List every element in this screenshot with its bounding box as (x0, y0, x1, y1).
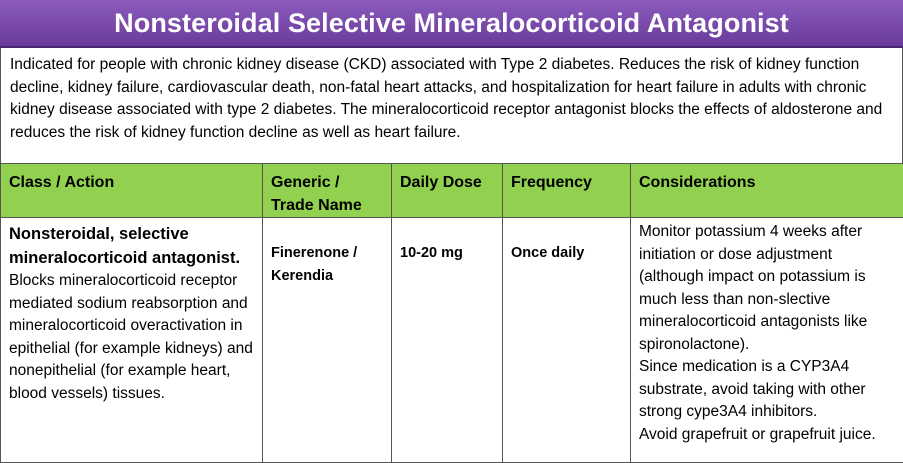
intro-paragraph: Indicated for people with chronic kidney disease (CKD) associated with Type 2 diabetes. Reduces the risk of kidney function decline, kidney failure, cardiovascular death, non-fatal heart attacks, and hospitalization for heart failure in adults with chronic kidney disease associated with type 2 diabetes. The mineralocorticoid receptor antagonist blocks the effects of aldosterone and reduces the risk of kidney function decline as well as heart failure. (0, 48, 903, 163)
cell-generic-trade: Finerenone / Kerendia (263, 218, 392, 463)
consideration-grapefruit: Avoid grapefruit or grapefruit juice. (639, 424, 895, 447)
table-header-row (1, 164, 903, 218)
cell-daily-dose: 10-20 mg (392, 218, 503, 463)
title-bar (0, 0, 903, 48)
page-title: Nonsteroidal Selective Mineralocorticoid Antagonist (114, 8, 789, 39)
class-action-text: Blocks mineralocorticoid receptor mediated sodium reabsorption and mineralocorticoid overactivation in epithelial (for example kidneys) and nonepithelial (for example heart, blood vessels) tissues. (9, 270, 254, 405)
medication-table (0, 163, 903, 463)
class-title: Nonsteroidal, selective mineralocorticoid antagonist. (9, 222, 254, 270)
header-generic-trade: Generic / Trade Name (263, 164, 392, 218)
consideration-potassium: Monitor potassium 4 weeks after initiation or dose adjustment (although impact on potassium is much less than non-slective mineralocorticoid antagonists like spironolactone). (639, 221, 895, 356)
header-considerations: Considerations (631, 164, 903, 218)
cell-class-action (1, 218, 263, 463)
cell-considerations (631, 218, 903, 463)
header-daily-dose: Daily Dose (392, 164, 503, 218)
header-frequency: Frequency (503, 164, 631, 218)
cell-frequency: Once daily (503, 218, 631, 463)
header-class-action: Class / Action (1, 164, 263, 218)
consideration-cyp3a4: Since medication is a CYP3A4 substrate, avoid taking with other strong cype3A4 inhibitors. (639, 356, 895, 424)
table-row (1, 218, 903, 463)
